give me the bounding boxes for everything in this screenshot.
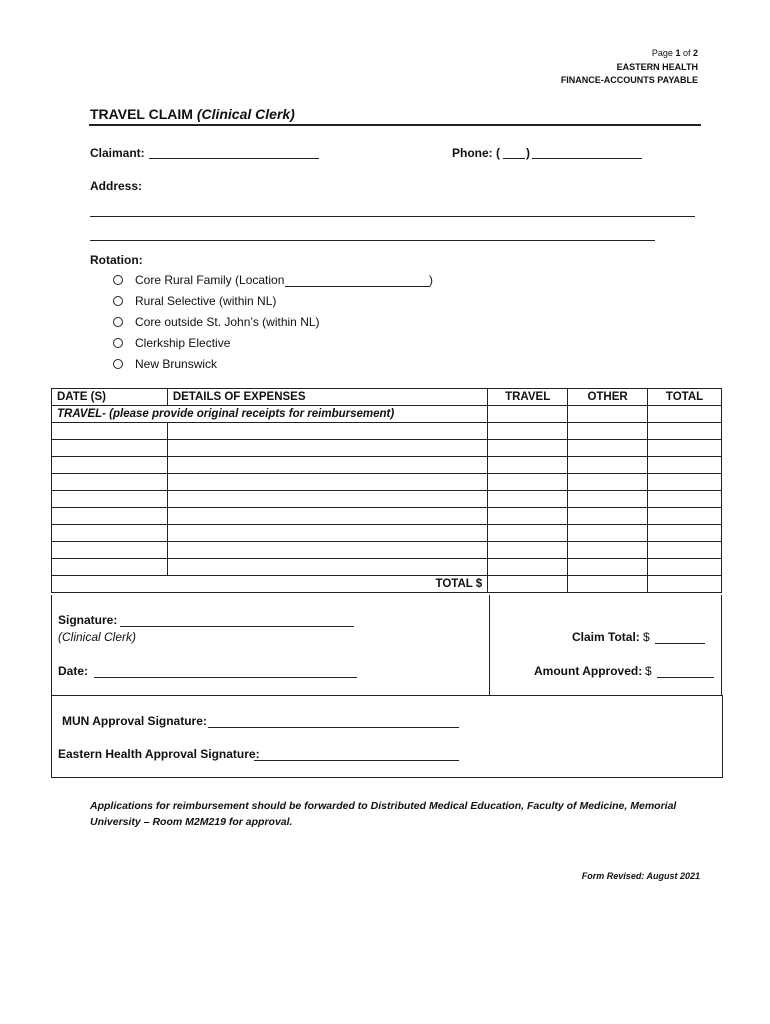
travel-cell[interactable] xyxy=(488,440,568,457)
page-of: of xyxy=(680,48,693,58)
address-line-2[interactable] xyxy=(90,240,655,241)
signature-label: Signature: xyxy=(58,613,118,627)
travel-cell[interactable] xyxy=(488,474,568,491)
col-header-travel: TRAVEL xyxy=(488,389,568,406)
claimant-field[interactable] xyxy=(149,158,319,159)
clerk-label: (Clinical Clerk) xyxy=(58,630,137,644)
rotation-option-clerkship-elective[interactable] xyxy=(113,336,230,350)
travel-cell[interactable] xyxy=(488,423,568,440)
phone-close: ) xyxy=(526,146,530,160)
col-header-date: DATE (S) xyxy=(52,389,168,406)
other-cell[interactable] xyxy=(568,474,648,491)
claim-total-label: Claim Total: xyxy=(572,630,640,644)
radio-circle-icon[interactable] xyxy=(113,275,123,285)
address-line-1[interactable] xyxy=(90,216,695,217)
amount-approved-field[interactable] xyxy=(657,677,714,678)
rotation-option-core-outside[interactable] xyxy=(113,315,320,329)
col-header-details: DETAILS OF EXPENSES xyxy=(167,389,487,406)
table-row xyxy=(52,406,722,423)
date-cell[interactable] xyxy=(52,474,168,491)
date-cell[interactable] xyxy=(52,491,168,508)
total-cell[interactable] xyxy=(648,508,722,525)
date-cell[interactable] xyxy=(52,542,168,559)
details-cell[interactable] xyxy=(167,423,487,440)
date-cell[interactable] xyxy=(52,423,168,440)
total-cell[interactable] xyxy=(648,440,722,457)
mun-approval-label: MUN Approval Signature: xyxy=(62,714,207,728)
travel-note: TRAVEL- (please provide original receipts for reimbursement) xyxy=(52,406,488,423)
date-cell[interactable] xyxy=(52,525,168,542)
approval-box xyxy=(51,695,723,778)
radio-circle-icon[interactable] xyxy=(113,338,123,348)
rotation-option-label: Core outside St. John’s (within NL) xyxy=(135,315,320,329)
travel-cell[interactable] xyxy=(488,508,568,525)
table-row xyxy=(52,525,722,542)
total-cell[interactable] xyxy=(648,525,722,542)
form-revised: Form Revised: August 2021 xyxy=(581,871,700,881)
reimbursement-note: Applications for reimbursement should be forwarded to Distributed Medical Education, Faculty of Medicine, Memorial University – Room M2M219 for approval. xyxy=(90,800,677,828)
table-row xyxy=(52,508,722,525)
total-label: TOTAL $ xyxy=(52,576,488,593)
date-cell[interactable] xyxy=(52,559,168,576)
other-cell[interactable] xyxy=(568,508,648,525)
other-cell[interactable] xyxy=(568,559,648,576)
table-row xyxy=(52,491,722,508)
details-cell[interactable] xyxy=(167,457,487,474)
location-close: ) xyxy=(429,273,433,287)
radio-circle-icon[interactable] xyxy=(113,359,123,369)
page-num: 1 xyxy=(675,48,681,58)
totals-box xyxy=(488,595,722,696)
details-cell[interactable] xyxy=(167,440,487,457)
other-cell[interactable] xyxy=(568,423,648,440)
claim-total-currency: $ xyxy=(643,630,650,644)
details-cell[interactable] xyxy=(167,525,487,542)
date-cell[interactable] xyxy=(52,457,168,474)
rotation-option-rural-selective[interactable] xyxy=(113,294,276,308)
total-cell[interactable] xyxy=(648,457,722,474)
org-name: EASTERN HEALTH xyxy=(616,62,698,72)
phone-label: Phone: ( xyxy=(452,146,500,160)
grand-total-cell[interactable] xyxy=(648,576,722,593)
total-cell[interactable] xyxy=(648,559,722,576)
phone-number-field[interactable] xyxy=(532,158,642,159)
travel-cell[interactable] xyxy=(488,559,568,576)
expenses-table xyxy=(51,388,722,593)
rotation-label: Rotation: xyxy=(90,253,143,267)
other-cell[interactable] xyxy=(568,491,648,508)
signature-box xyxy=(51,595,490,696)
signature-field[interactable] xyxy=(120,626,354,627)
rotation-option-label: Rural Selective (within NL) xyxy=(135,294,277,308)
address-label: Address: xyxy=(90,179,143,193)
total-cell[interactable] xyxy=(648,423,722,440)
details-cell[interactable] xyxy=(167,559,487,576)
claim-total-field[interactable] xyxy=(655,643,705,644)
amount-approved-currency: $ xyxy=(645,664,652,678)
page-total: 2 xyxy=(692,48,698,58)
table-row xyxy=(52,423,722,440)
travel-cell[interactable] xyxy=(488,491,568,508)
rotation-option-label: Clerkship Elective xyxy=(135,336,231,350)
mun-approval-field[interactable] xyxy=(208,727,459,728)
travel-cell[interactable] xyxy=(488,457,568,474)
table-row xyxy=(52,440,722,457)
date-cell[interactable] xyxy=(52,440,168,457)
table-row xyxy=(52,542,722,559)
table-row xyxy=(52,474,722,491)
table-header-row xyxy=(52,389,722,406)
table-row xyxy=(52,457,722,474)
table-row xyxy=(52,559,722,576)
total-cell[interactable] xyxy=(648,491,722,508)
other-cell[interactable] xyxy=(568,542,648,559)
details-cell[interactable] xyxy=(167,508,487,525)
total-row xyxy=(52,576,722,593)
travel-total-cell[interactable] xyxy=(488,576,568,593)
other-cell[interactable] xyxy=(568,406,648,423)
amount-approved-label: Amount Approved: xyxy=(534,664,643,678)
total-cell[interactable] xyxy=(648,542,722,559)
location-field[interactable] xyxy=(285,286,430,287)
total-cell[interactable] xyxy=(648,406,722,423)
total-cell[interactable] xyxy=(648,474,722,491)
other-total-cell[interactable] xyxy=(568,576,648,593)
other-cell[interactable] xyxy=(568,457,648,474)
rotation-option-label: New Brunswick xyxy=(135,357,218,371)
details-cell[interactable] xyxy=(167,491,487,508)
date-cell[interactable] xyxy=(52,508,168,525)
rotation-option-new-brunswick[interactable] xyxy=(113,357,217,371)
claimant-label: Claimant: xyxy=(90,146,145,160)
travel-cell[interactable] xyxy=(488,525,568,542)
travel-cell[interactable] xyxy=(488,406,568,423)
rotation-option-label: Core Rural Family (Location xyxy=(135,273,285,287)
title-divider xyxy=(89,124,701,126)
rotation-option-core-rural[interactable] xyxy=(113,273,284,287)
phone-area-code-field[interactable] xyxy=(503,158,525,159)
radio-circle-icon[interactable] xyxy=(113,317,123,327)
eh-approval-label: Eastern Health Approval Signature: xyxy=(58,747,260,761)
travel-cell[interactable] xyxy=(488,542,568,559)
details-cell[interactable] xyxy=(167,542,487,559)
details-cell[interactable] xyxy=(167,474,487,491)
date-label: Date: xyxy=(58,664,89,678)
other-cell[interactable] xyxy=(568,440,648,457)
form-title xyxy=(90,106,295,122)
dept-name: FINANCE-ACCOUNTS PAYABLE xyxy=(560,75,698,85)
title-sub: (Clinical Clerk) xyxy=(196,106,295,122)
eh-approval-field[interactable] xyxy=(254,760,459,761)
date-field[interactable] xyxy=(94,677,357,678)
radio-circle-icon[interactable] xyxy=(113,296,123,306)
page-prefix: Page xyxy=(651,48,676,58)
page-number xyxy=(652,47,698,59)
other-cell[interactable] xyxy=(568,525,648,542)
col-header-total: TOTAL xyxy=(648,389,722,406)
col-header-other: OTHER xyxy=(568,389,648,406)
title-main: TRAVEL CLAIM xyxy=(90,106,197,122)
